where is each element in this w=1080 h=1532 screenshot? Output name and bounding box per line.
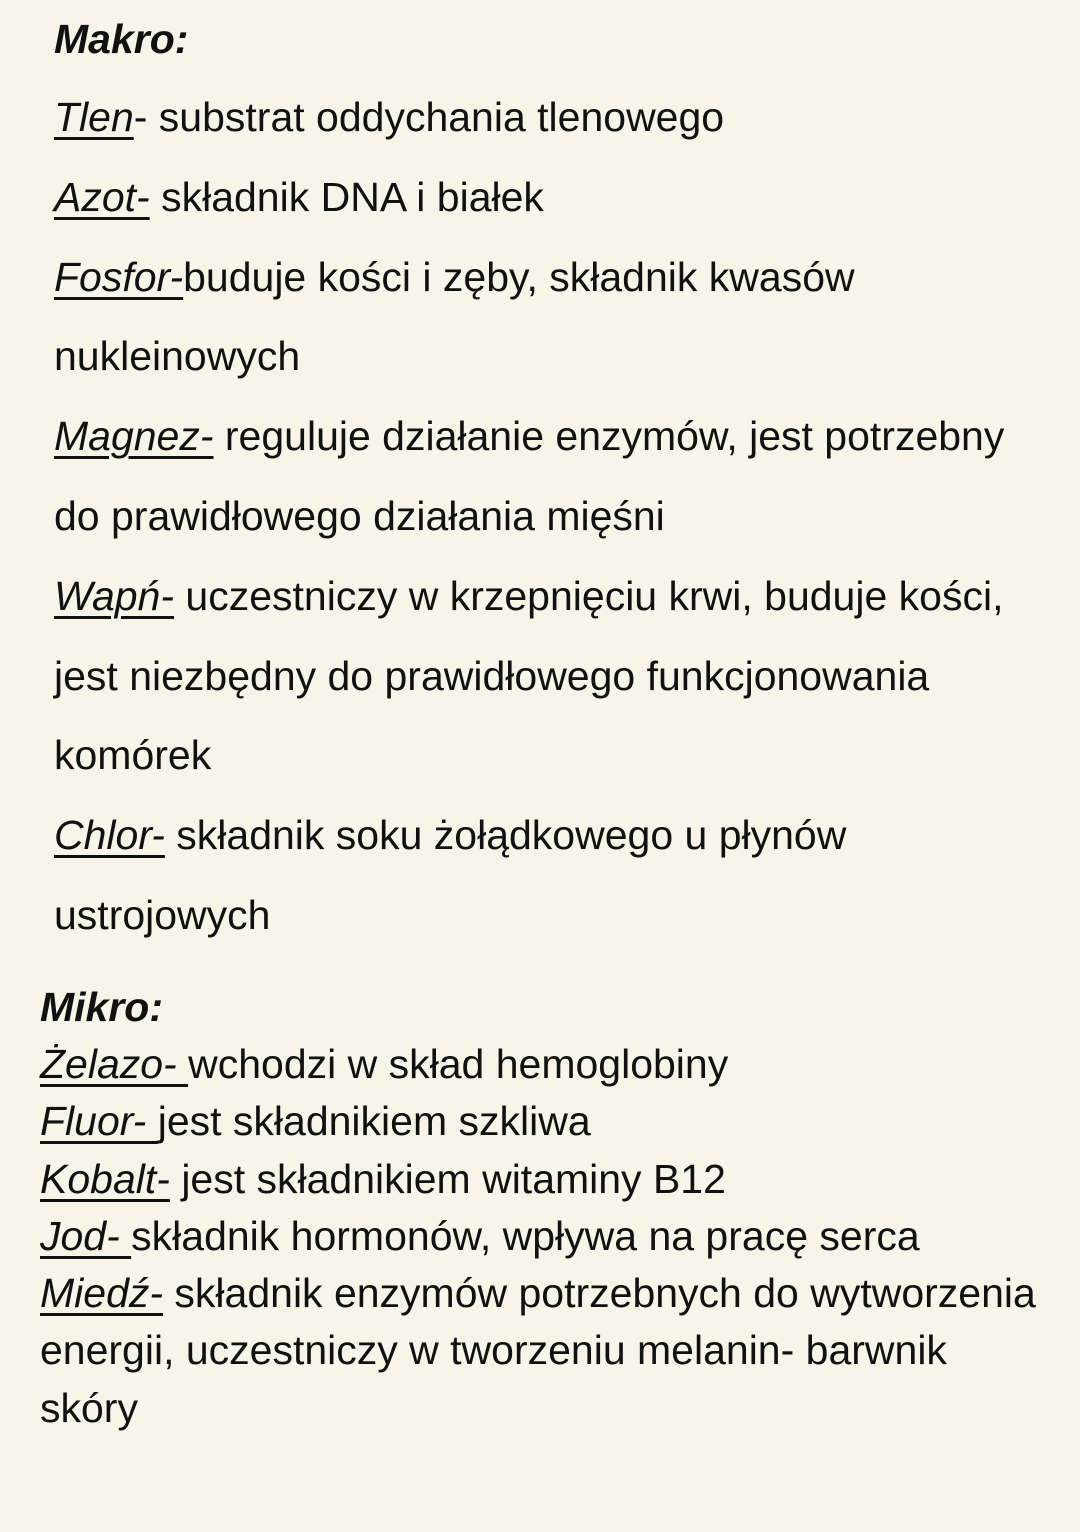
mikro-section (40, 978, 1040, 1437)
element-description: składnik soku żołądkowego u płynów ustrojowych (54, 812, 847, 938)
element-term: Kobalt- (40, 1155, 170, 1202)
makro-entry-magnez (54, 397, 1034, 557)
element-description: - substrat oddychania tlenowego (133, 94, 725, 140)
makro-entry-tlen (54, 78, 1034, 158)
mikro-entry-kobalt (40, 1151, 1040, 1208)
makro-entry-fosfor (54, 238, 1034, 398)
element-term: Żelazo- (40, 1041, 189, 1087)
element-description: składnik DNA i białek (149, 173, 544, 220)
element-term: Azot- (54, 173, 150, 220)
element-description: jest składnikiem szkliwa (157, 1098, 591, 1145)
element-term: Chlor- (54, 812, 165, 859)
element-description: jest składnikiem witaminy B12 (169, 1155, 726, 1202)
mikro-entry-jod (40, 1208, 1040, 1265)
mikro-entry-miedz (40, 1265, 1040, 1437)
makro-entry-azot (54, 158, 1034, 238)
makro-heading: Makro: (54, 16, 189, 62)
makro-entry-chlor (54, 796, 1034, 956)
element-description: reguluje działanie enzymów, jest potrzebny do prawidłowego działania mięśni (54, 413, 1005, 539)
element-term: Fluor- (40, 1098, 158, 1145)
element-term: Fosfor- (54, 253, 184, 300)
element-description: uczestniczy w krzepnięciu krwi, buduje kości, jest niezbędny do prawidłowego funkcjonowania komórek (54, 572, 1004, 779)
element-description: składnik enzymów potrzebnych do wytworzenia energii, uczestniczy w tworzeniu melanin- barwnik skóry (40, 1270, 1036, 1431)
element-term: Miedź- (40, 1270, 164, 1317)
element-term: Wapń- (54, 572, 175, 619)
element-term: Tlen (54, 94, 134, 140)
element-term: Magnez- (54, 413, 214, 460)
mikro-entry-zelazo (40, 1036, 1040, 1093)
mikro-heading: Mikro: (40, 984, 163, 1030)
element-term: Jod- (40, 1212, 132, 1259)
makro-section (54, 10, 1034, 956)
makro-entry-wapn (54, 557, 1034, 796)
element-description: buduje kości i zęby, składnik kwasów nukleinowych (54, 253, 855, 380)
mikro-entry-fluor (40, 1093, 1040, 1150)
element-description: składnik hormonów, wpływa na pracę serca (131, 1212, 920, 1259)
element-description: wchodzi w skład hemoglobiny (188, 1041, 729, 1087)
